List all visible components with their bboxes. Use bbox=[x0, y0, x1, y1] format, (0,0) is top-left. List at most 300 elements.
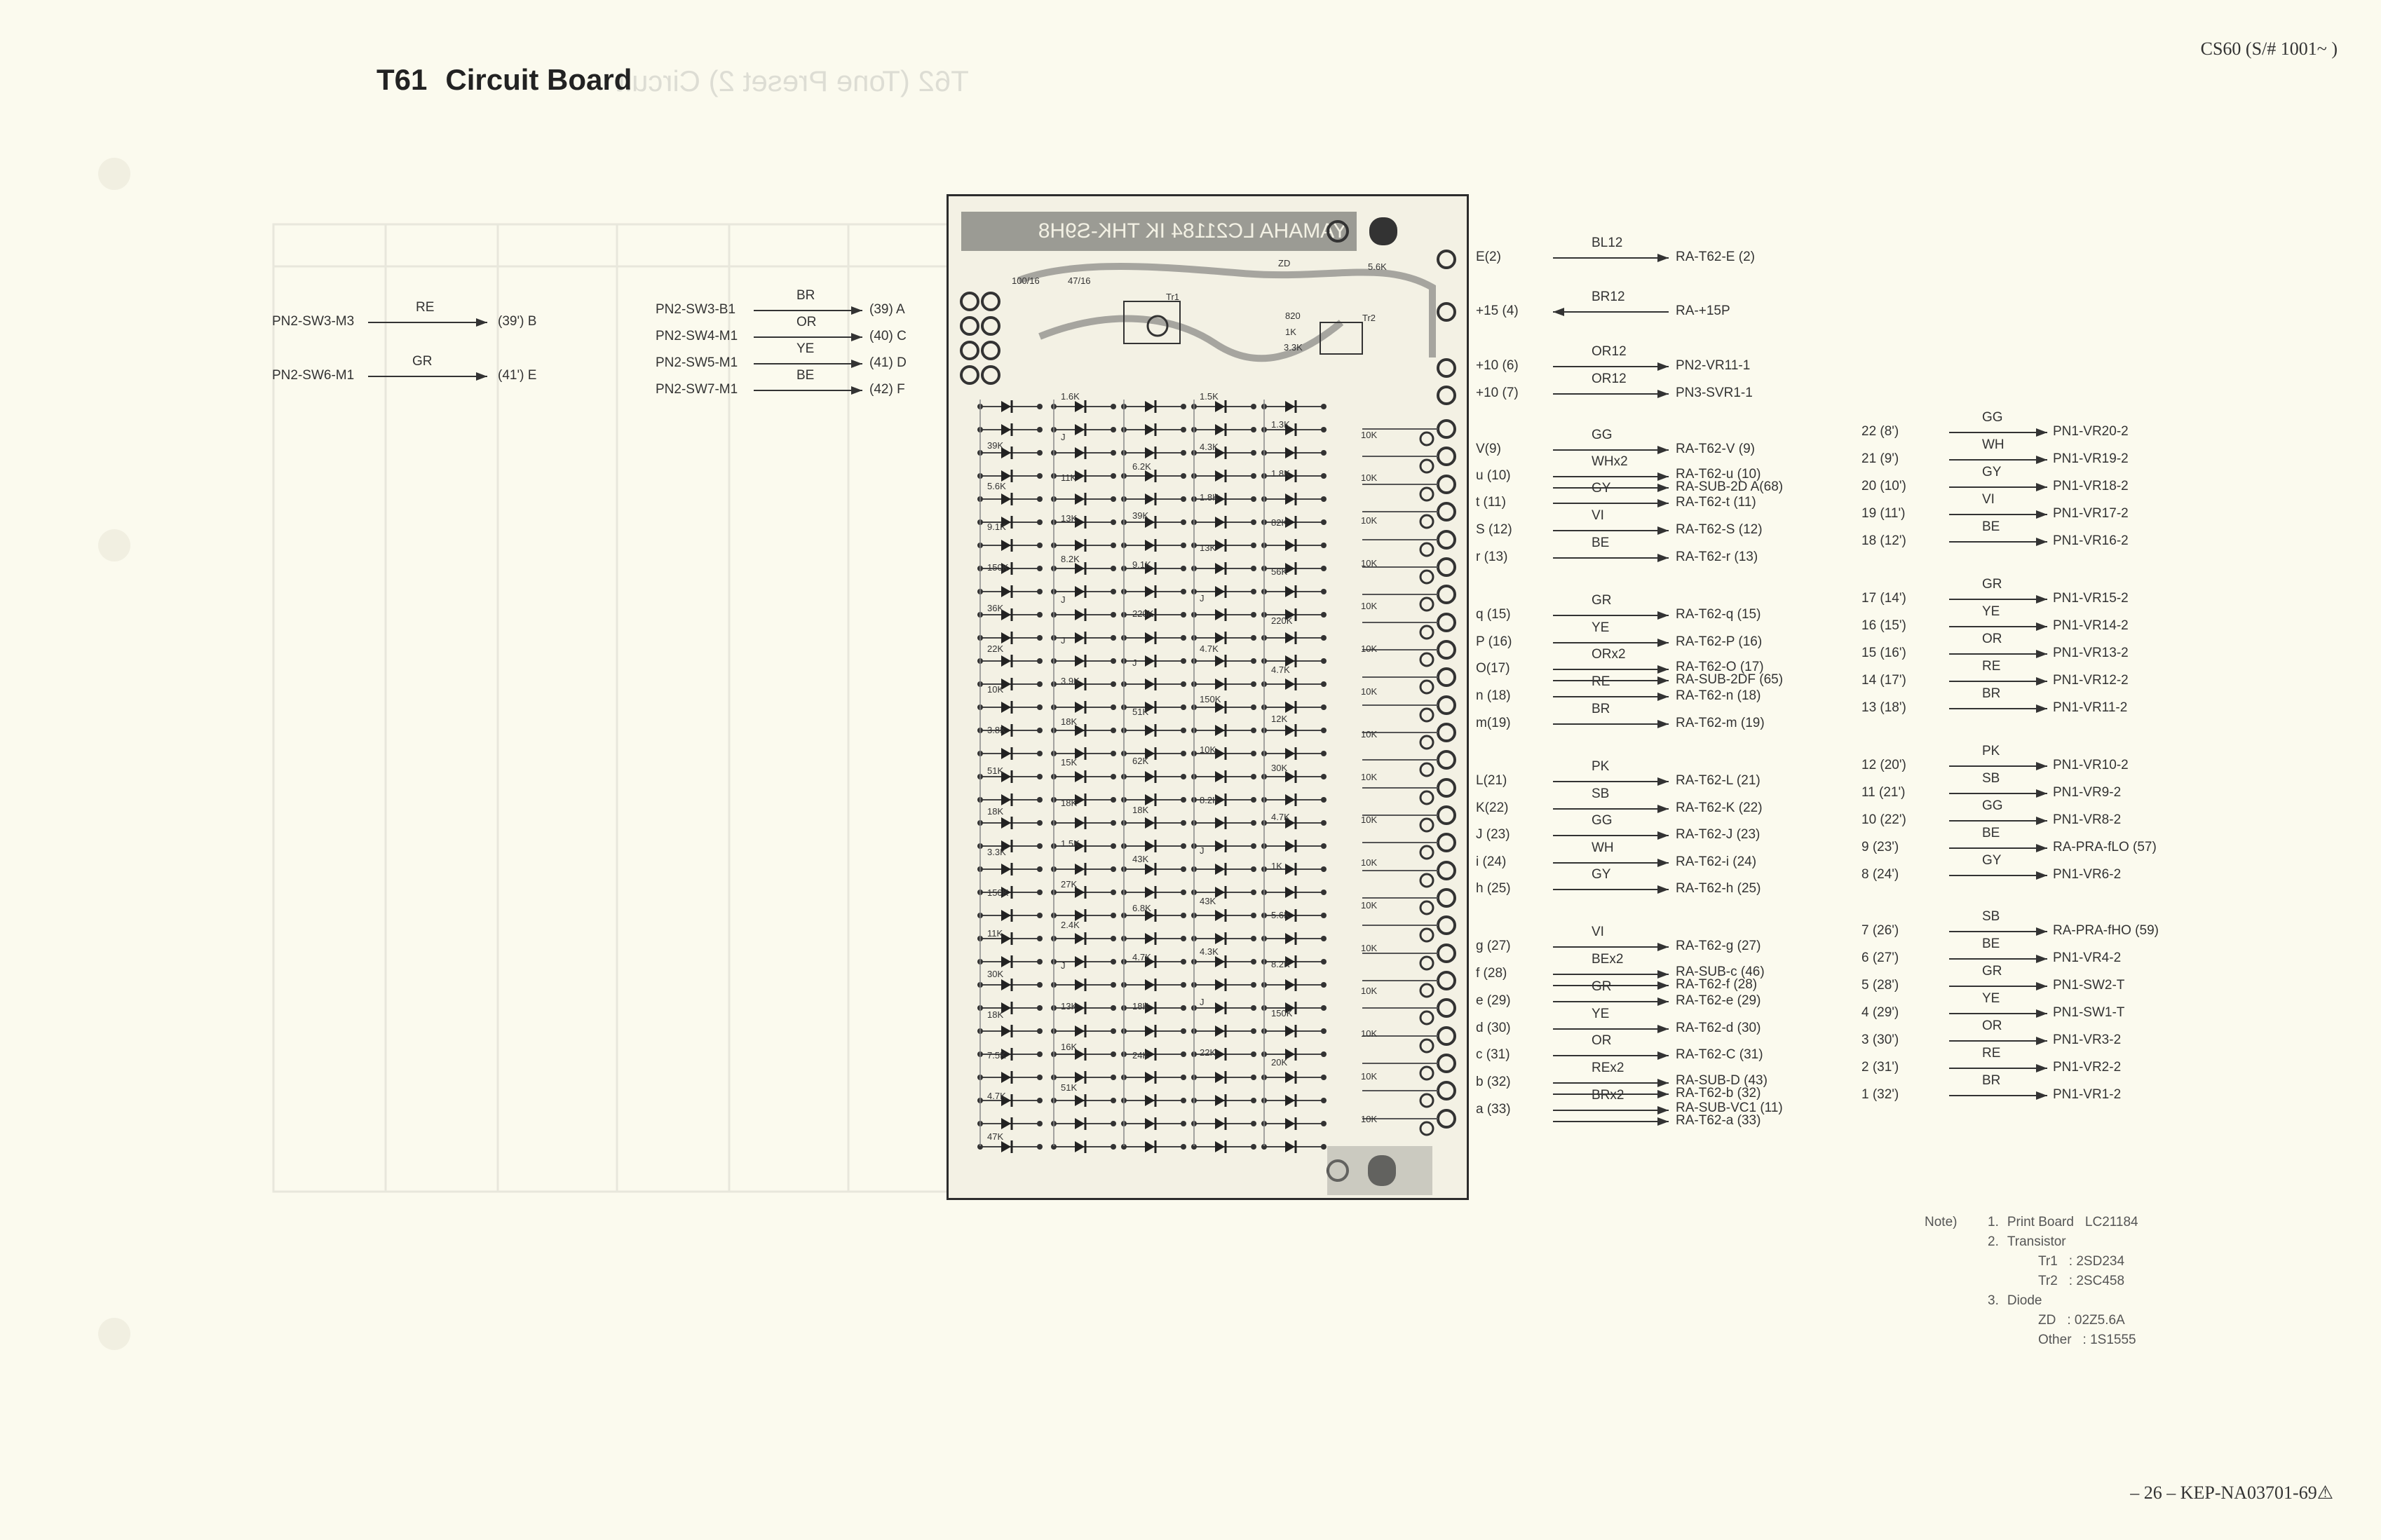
wire-arrow-arrowhead bbox=[1657, 1106, 1669, 1115]
wire-color-label: BE bbox=[796, 368, 815, 383]
board-pin-label: P (16) bbox=[1476, 634, 1512, 649]
resistor-label: 10K bbox=[1361, 943, 1378, 953]
resistor-label: 4.7K bbox=[1271, 812, 1290, 822]
wire-arrow-arrowhead bbox=[2036, 595, 2047, 604]
wire-arrow-arrowhead bbox=[476, 372, 487, 381]
wire-arrow-arrowhead bbox=[2036, 456, 2047, 464]
wire-arrow-arrowhead bbox=[1657, 526, 1669, 535]
pin-number-label: 9 (23') bbox=[1861, 840, 1899, 854]
connection-target: RA-T62-m (19) bbox=[1676, 716, 1765, 730]
connection-target: RA-T62-J (23) bbox=[1676, 827, 1761, 842]
page-footer: – 26 – KEP-NA03701-69⚠ bbox=[2130, 1483, 2333, 1503]
note-text: Transistor bbox=[2007, 1234, 2066, 1249]
connection-target: RA-T62-r (13) bbox=[1676, 550, 1758, 564]
connection-target: RA-SUB-D (43) bbox=[1676, 1073, 1768, 1088]
resistor-label: 62K bbox=[1132, 756, 1149, 766]
board-pin-label: J (23) bbox=[1476, 827, 1510, 842]
board-pin-label: +15 (4) bbox=[1476, 304, 1519, 318]
wire-arrow-arrowhead bbox=[2036, 704, 2047, 713]
wire-color-label: GY bbox=[1982, 853, 2002, 868]
note-value: : 02Z5.6A bbox=[2067, 1313, 2125, 1328]
resistor-label: 18K bbox=[1132, 1001, 1149, 1011]
board-pin-label: K(22) bbox=[1476, 800, 1509, 815]
resistor-label: 820 bbox=[1285, 311, 1301, 321]
wire-arrow-arrowhead bbox=[1657, 362, 1669, 371]
wire-color-label: YE bbox=[1982, 991, 2000, 1006]
wire-arrow-arrowhead bbox=[1657, 885, 1669, 894]
resistor-label: 1.5K bbox=[1061, 838, 1080, 849]
wire-arrow-arrowhead bbox=[1657, 997, 1669, 1006]
wire-arrow-arrowhead bbox=[1657, 254, 1669, 262]
capacitor-label: 100/16 bbox=[1012, 275, 1040, 286]
resistor-label: 8.2K bbox=[1200, 795, 1219, 805]
resistor-label: 16K bbox=[1061, 1042, 1078, 1052]
wire-arrow-arrowhead bbox=[1657, 1025, 1669, 1033]
resistor-label: 10K bbox=[1361, 1114, 1378, 1124]
board-pin-label: b (32) bbox=[1476, 1075, 1511, 1089]
notes-label: Note) bbox=[1925, 1215, 1958, 1229]
resistor-label: 43K bbox=[1200, 896, 1216, 906]
board-pin-label: E(2) bbox=[1476, 250, 1501, 264]
connection-target: RA-T62-q (15) bbox=[1676, 607, 1761, 622]
resistor-label: 56K bbox=[1271, 566, 1288, 577]
connection-target: RA-T62-P (16) bbox=[1676, 634, 1763, 649]
wire-color-label: OR bbox=[796, 315, 817, 329]
resistor-label: 15K bbox=[1061, 757, 1078, 768]
resistor-label: 27K bbox=[1061, 879, 1078, 890]
transistor-label: Tr2 bbox=[1362, 313, 1376, 323]
wire-arrow-arrowhead bbox=[476, 318, 487, 327]
wire-color-label: RE bbox=[1592, 674, 1610, 689]
resistor-label: 4.7K bbox=[1200, 643, 1219, 654]
connection-target: RA-T62-n (18) bbox=[1676, 688, 1761, 703]
resistor-label: 24K bbox=[1132, 1050, 1149, 1061]
resistor-label: 36K bbox=[987, 603, 1004, 613]
wire-arrow-arrowhead bbox=[1657, 1079, 1669, 1087]
pin-number-label: 1 (32') bbox=[1861, 1087, 1899, 1102]
wire-arrow-arrowhead bbox=[2036, 622, 2047, 631]
note-number: 3. bbox=[1988, 1293, 1999, 1308]
resistor-label: 30K bbox=[1271, 763, 1288, 773]
note-item bbox=[2030, 1311, 2125, 1330]
resistor-label: 10K bbox=[1361, 643, 1378, 654]
connection-target: PN1-VR14-2 bbox=[2053, 618, 2129, 633]
connection-target: RA-SUB-2D A(68) bbox=[1676, 479, 1784, 494]
board-pin-label: f (28) bbox=[1476, 966, 1507, 981]
wire-arrow-arrowhead bbox=[2036, 1091, 2047, 1100]
connection-target: RA-+15P bbox=[1676, 304, 1730, 318]
connection-target: PN1-VR8-2 bbox=[2053, 812, 2122, 827]
connection-target: RA-T62-O (17) bbox=[1676, 660, 1764, 674]
wire-arrow-arrowhead bbox=[851, 386, 862, 395]
board-pin-label: i (24) bbox=[1476, 854, 1507, 869]
resistor-label: 4.3K bbox=[1200, 946, 1219, 957]
resistor-label: 39K bbox=[987, 440, 1004, 451]
resistor-label: 6.8K bbox=[1132, 903, 1151, 913]
wire-color-label: GG bbox=[1592, 428, 1613, 442]
wire-color-label: GG bbox=[1982, 410, 2003, 425]
wire-color-label: GG bbox=[1982, 798, 2003, 813]
resistor-label: 1.8K bbox=[1200, 492, 1219, 503]
connection-target: RA-SUB-2DF (65) bbox=[1676, 672, 1784, 687]
board-pin-label: c (31) bbox=[1476, 1047, 1510, 1062]
connection-target: PN1-VR17-2 bbox=[2053, 506, 2129, 521]
connection-target: (41) D bbox=[869, 355, 907, 370]
wire-color-label: SB bbox=[1592, 786, 1610, 801]
board-pin-label: d (30) bbox=[1476, 1021, 1511, 1035]
resistor-label: 9.1K bbox=[987, 522, 1006, 532]
resistor-label: 10K bbox=[1200, 744, 1216, 755]
resistor-label: 220K bbox=[1271, 615, 1293, 626]
wire-arrow-arrowhead bbox=[1657, 665, 1669, 674]
note-text: Tr2 bbox=[2038, 1274, 2058, 1288]
wire-arrow-arrowhead bbox=[1657, 720, 1669, 728]
wire-color-label: SB bbox=[1982, 909, 2000, 924]
wire-color-label: RE bbox=[1982, 659, 2001, 674]
wire-color-label: PK bbox=[1592, 759, 1610, 774]
connection-target: PN1-VR4-2 bbox=[2053, 950, 2122, 965]
board-pin-label: h (25) bbox=[1476, 881, 1511, 896]
resistor-label: 10K bbox=[1361, 515, 1378, 526]
resistor-label: 10K bbox=[1361, 815, 1378, 825]
board-pin-label: g (27) bbox=[1476, 939, 1511, 953]
pin-number-label: 12 (20') bbox=[1861, 758, 1906, 772]
resistor-label: 10K bbox=[1361, 1028, 1378, 1039]
wire-color-label: OR12 bbox=[1592, 372, 1627, 386]
wire-color-label: BR bbox=[1982, 1073, 2001, 1088]
wire-arrow-arrowhead bbox=[2036, 982, 2047, 990]
pin-number-label: 7 (26') bbox=[1861, 923, 1899, 938]
pin-number-label: 22 (8') bbox=[1861, 424, 1899, 439]
wire-color-label: YE bbox=[1592, 620, 1610, 635]
resistor-label: 13K bbox=[1061, 513, 1078, 524]
resistor-label: 3.8K bbox=[987, 725, 1006, 735]
resistor-label: 150K bbox=[987, 887, 1009, 898]
pin-number-label: 16 (15') bbox=[1861, 618, 1906, 633]
wire-arrow-arrowhead bbox=[1657, 831, 1669, 840]
wire-color-label: WH bbox=[1592, 840, 1614, 855]
wire-arrow-arrowhead bbox=[2036, 871, 2047, 880]
resistor-label: 11K bbox=[987, 928, 1003, 939]
model-label: CS60 (S/# 1001~ ) bbox=[2200, 39, 2338, 59]
wire-color-label: BR12 bbox=[1592, 289, 1625, 304]
wire-color-label: WHx2 bbox=[1592, 454, 1628, 469]
wire-arrow-arrowhead bbox=[1657, 554, 1669, 562]
note-number: 2. bbox=[1988, 1234, 1999, 1249]
wire-color-label: PK bbox=[1982, 744, 2000, 758]
wire-color-label: GR bbox=[412, 354, 433, 369]
wire-color-label: BEx2 bbox=[1592, 952, 1624, 967]
wire-arrow-arrowhead bbox=[1657, 777, 1669, 786]
wire-color-label: BL12 bbox=[1592, 236, 1623, 250]
board-pin-label: e (29) bbox=[1476, 993, 1511, 1008]
resistor-label: 8.2K bbox=[1061, 554, 1080, 564]
resistor-label: 1.6K bbox=[1061, 391, 1080, 402]
zener-label: ZD bbox=[1278, 258, 1291, 268]
connection-target: RA-T62-h (25) bbox=[1676, 881, 1761, 896]
wire-arrow-arrowhead bbox=[2036, 955, 2047, 963]
note-value: : 2SD234 bbox=[2068, 1254, 2125, 1269]
connection-target: PN1-VR20-2 bbox=[2053, 424, 2129, 439]
wire-arrow-arrowhead bbox=[1657, 472, 1669, 481]
wire-arrow-arrowhead bbox=[1657, 499, 1669, 507]
resistor-label: 4.7K bbox=[1132, 952, 1151, 962]
connection-target: PN1-VR19-2 bbox=[2053, 451, 2129, 466]
wire-color-label: GG bbox=[1592, 813, 1613, 828]
resistor-label: 3.3K bbox=[1284, 342, 1303, 353]
resistor-label: 18K bbox=[987, 806, 1004, 817]
connection-target: RA-T62-u (10) bbox=[1676, 467, 1761, 482]
connection-target: PN1-VR9-2 bbox=[2053, 785, 2122, 800]
wire-color-label: SB bbox=[1982, 771, 2000, 786]
connection-target: PN1-VR11-2 bbox=[2053, 700, 2128, 715]
pin-number-label: 21 (9') bbox=[1861, 451, 1899, 466]
note-item bbox=[1988, 1232, 2077, 1252]
resistor-label: 5.6K bbox=[987, 481, 1006, 491]
pin-number-label: 14 (17') bbox=[1861, 673, 1906, 688]
resistor-label: 47K bbox=[987, 1131, 1004, 1142]
connection-source: PN2-SW3-M3 bbox=[272, 314, 355, 329]
resistor-label: 150K bbox=[1200, 694, 1221, 704]
resistor-label: 3.9K bbox=[1061, 676, 1080, 686]
wire-arrow-arrowhead bbox=[2036, 1064, 2047, 1072]
resistor-label: J bbox=[1061, 432, 1066, 442]
wire-arrow-arrowhead bbox=[2036, 789, 2047, 798]
resistor-label: 10K bbox=[1361, 986, 1378, 996]
wire-arrow-arrowhead bbox=[2036, 510, 2047, 519]
connection-target: PN1-VR3-2 bbox=[2053, 1033, 2122, 1047]
resistor-label: 20K bbox=[1271, 1057, 1288, 1068]
board-pin-label: r (13) bbox=[1476, 550, 1508, 564]
resistor-label: 10K bbox=[1361, 772, 1378, 782]
connection-target: RA-T62-e (29) bbox=[1676, 993, 1761, 1008]
board-pin-label: q (15) bbox=[1476, 607, 1511, 622]
connection-target: PN1-VR1-2 bbox=[2053, 1087, 2122, 1102]
wire-color-label: GY bbox=[1982, 465, 2002, 479]
note-number: 1. bbox=[1988, 1215, 1999, 1229]
connection-target: (42) F bbox=[869, 382, 905, 397]
connection-target: RA-T62-d (30) bbox=[1676, 1021, 1761, 1035]
note-text: Print Board bbox=[2007, 1215, 2074, 1229]
resistor-label: 7.5K bbox=[987, 1050, 1006, 1061]
wire-arrow-arrowhead bbox=[2036, 428, 2047, 437]
note-item bbox=[1988, 1291, 2054, 1311]
connection-target: PN1-VR18-2 bbox=[2053, 479, 2129, 493]
wire-color-label: BR bbox=[1592, 702, 1610, 716]
board-pin-label: O(17) bbox=[1476, 661, 1510, 676]
wire-arrow-arrowhead bbox=[2036, 762, 2047, 770]
wire-color-label: BE bbox=[1982, 826, 2000, 840]
board-pin-label: n (18) bbox=[1476, 688, 1511, 703]
note-item bbox=[2030, 1272, 2124, 1291]
wire-color-label: BE bbox=[1982, 936, 2000, 951]
pin-number-label: 18 (12') bbox=[1861, 533, 1906, 548]
wire-color-label: WH bbox=[1982, 437, 2004, 452]
transistor-label: Tr1 bbox=[1166, 292, 1180, 302]
wire-color-label: OR bbox=[1982, 632, 2002, 646]
connection-source: PN2-SW6-M1 bbox=[272, 368, 355, 383]
resistor-label: 150K bbox=[987, 562, 1009, 573]
connection-source: PN2-SW4-M1 bbox=[656, 329, 738, 343]
connection-target: PN1-SW1-T bbox=[2053, 1005, 2125, 1020]
board-pin-label: +10 (7) bbox=[1476, 386, 1519, 400]
resistor-label: 10K bbox=[1361, 601, 1378, 611]
resistor-label: 22K bbox=[1200, 1047, 1216, 1058]
connection-target: RA-PRA-fHO (59) bbox=[2053, 923, 2159, 938]
resistor-label: 5.6K bbox=[1368, 261, 1387, 272]
resistor-label: 51K bbox=[987, 765, 1004, 776]
wire-color-label: RE bbox=[1982, 1046, 2001, 1061]
resistor-label: 39K bbox=[1132, 510, 1149, 521]
board-pin-label: m(19) bbox=[1476, 716, 1511, 730]
resistor-label: 4.7K bbox=[1271, 665, 1290, 675]
resistor-label: 2.4K bbox=[1061, 920, 1080, 930]
resistor-label: 13K bbox=[1061, 1001, 1078, 1011]
wire-color-label: BE bbox=[1982, 519, 2000, 534]
pin-number-label: 3 (30') bbox=[1861, 1033, 1899, 1047]
wire-color-label: GY bbox=[1592, 867, 1611, 882]
wire-color-label: GY bbox=[1592, 481, 1611, 496]
wire-arrow-arrowhead bbox=[851, 306, 862, 315]
resistor-label: 18K bbox=[1061, 798, 1078, 808]
connection-target: (40) C bbox=[869, 329, 907, 343]
resistor-label: J bbox=[1200, 845, 1205, 856]
resistor-label: 10K bbox=[1361, 472, 1378, 483]
pin-number-label: 5 (28') bbox=[1861, 978, 1899, 993]
wire-arrow-secondary-arrowhead bbox=[1657, 484, 1669, 492]
wire-arrow-secondary-arrowhead bbox=[1657, 676, 1669, 685]
wire-arrow-arrowhead bbox=[1657, 859, 1669, 867]
resistor-label: 1.8K bbox=[1271, 468, 1290, 479]
wire-arrow-arrowhead bbox=[2036, 677, 2047, 686]
board-pin-label: L(21) bbox=[1476, 773, 1507, 788]
connection-target: (41') E bbox=[498, 368, 537, 383]
resistor-label: 11K bbox=[1061, 472, 1077, 483]
connection-target: RA-T62-C (31) bbox=[1676, 1047, 1763, 1062]
resistor-label: 3.3K bbox=[987, 847, 1006, 857]
connection-target: PN3-SVR1-1 bbox=[1676, 386, 1753, 400]
connection-target: PN1-VR16-2 bbox=[2053, 533, 2129, 548]
note-value: : 2SC458 bbox=[2068, 1274, 2125, 1288]
wire-color-label: BRx2 bbox=[1592, 1088, 1624, 1103]
resistor-label: J bbox=[1061, 594, 1066, 605]
wire-color-label: GR bbox=[1592, 593, 1612, 608]
connection-target: PN1-VR2-2 bbox=[2053, 1060, 2122, 1075]
wire-arrow-arrowhead bbox=[1657, 611, 1669, 620]
resistor-label: 1K bbox=[1271, 861, 1282, 871]
connection-target: RA-T62-t (11) bbox=[1676, 495, 1756, 510]
wire-color-label: GR bbox=[1592, 979, 1612, 994]
board-silkscreen-label: YAMAHA LC21184 IK THK-S9H8 bbox=[961, 212, 1357, 251]
resistor-label: 13K bbox=[1200, 543, 1216, 553]
note-item bbox=[1988, 1213, 2138, 1232]
note-value: : 1S1555 bbox=[2082, 1333, 2136, 1347]
wire-arrow-arrowhead bbox=[2036, 538, 2047, 546]
pin-number-label: 17 (14') bbox=[1861, 591, 1906, 606]
wire-arrow-arrowhead bbox=[1657, 639, 1669, 647]
wire-color-label: VI bbox=[1982, 492, 1995, 507]
resistor-label: 12K bbox=[1271, 714, 1288, 724]
resistor-label: J bbox=[1061, 635, 1066, 646]
board-pin-label: t (11) bbox=[1476, 495, 1506, 510]
wire-arrow-arrowhead bbox=[2036, 1009, 2047, 1018]
resistor-label: 51K bbox=[1061, 1082, 1078, 1093]
connection-target: RA-T62-g (27) bbox=[1676, 939, 1761, 953]
bleed-through-title: T62 (Tone Preset 2) Circuit bbox=[617, 64, 969, 97]
connection-target: RA-T62-b (32) bbox=[1676, 1086, 1761, 1101]
resistor-label: J bbox=[1061, 960, 1066, 971]
wire-color-label: OR12 bbox=[1592, 344, 1627, 359]
board-pin-label: a (33) bbox=[1476, 1102, 1511, 1117]
wire-color-label: ORx2 bbox=[1592, 647, 1626, 662]
connection-target: PN1-SW2-T bbox=[2053, 978, 2125, 993]
wire-arrow-arrowhead bbox=[2036, 1037, 2047, 1045]
resistor-label: 10K bbox=[1361, 857, 1378, 868]
resistor-label: 22K bbox=[987, 643, 1004, 654]
wire-color-label: REx2 bbox=[1592, 1061, 1624, 1075]
board-pin-label: S (12) bbox=[1476, 522, 1512, 537]
resistor-label: J bbox=[1200, 997, 1205, 1007]
wire-arrow-arrowhead bbox=[851, 360, 862, 368]
resistor-label: 1.5K bbox=[1200, 391, 1219, 402]
resistor-label: 10K bbox=[1361, 686, 1378, 697]
wire-arrow-arrowhead bbox=[2036, 927, 2047, 936]
wire-arrow-secondary-arrowhead bbox=[1657, 981, 1669, 990]
wire-color-label: YE bbox=[1592, 1007, 1610, 1021]
note-text: Tr1 bbox=[2038, 1254, 2058, 1269]
pin-number-label: 19 (11') bbox=[1861, 506, 1906, 521]
note-text: Other bbox=[2038, 1333, 2072, 1347]
resistor-label: J bbox=[1200, 593, 1205, 604]
connection-target: PN1-VR13-2 bbox=[2053, 646, 2129, 660]
wire-color-label: VI bbox=[1592, 508, 1604, 523]
connection-target: PN1-VR12-2 bbox=[2053, 673, 2129, 688]
connection-target: PN1-VR6-2 bbox=[2053, 867, 2122, 882]
resistor-label: J bbox=[1132, 657, 1137, 668]
connection-target: (39') B bbox=[498, 314, 537, 329]
connection-target: RA-T62-i (24) bbox=[1676, 854, 1757, 869]
wire-color-label: OR bbox=[1592, 1033, 1612, 1048]
resistor-label: 10K bbox=[987, 684, 1004, 695]
connection-source: PN2-SW7-M1 bbox=[656, 382, 738, 397]
resistor-label: 10K bbox=[1361, 430, 1378, 440]
wire-color-label: BR bbox=[796, 288, 815, 303]
capacitor-label: 47/16 bbox=[1068, 275, 1091, 286]
resistor-label: 43K bbox=[1132, 854, 1149, 864]
connection-target: RA-PRA-fLO (57) bbox=[2053, 840, 2157, 854]
connection-target: RA-SUB-VC1 (11) bbox=[1676, 1101, 1783, 1115]
wire-color-label: GR bbox=[1982, 577, 2002, 592]
resistor-label: 18K bbox=[1132, 805, 1149, 815]
wire-arrow-arrowhead bbox=[2036, 817, 2047, 825]
wire-color-label: GR bbox=[1982, 964, 2002, 979]
resistor-label: 10K bbox=[1361, 729, 1378, 740]
wire-arrow-arrowhead bbox=[1657, 446, 1669, 454]
pin-number-label: 13 (18') bbox=[1861, 700, 1906, 715]
pin-number-label: 6 (27') bbox=[1861, 950, 1899, 965]
note-item bbox=[2030, 1330, 2136, 1350]
title-text: Circuit Board bbox=[445, 63, 632, 96]
resistor-label: 150K bbox=[1271, 1008, 1293, 1018]
resistor-label: 4.3K bbox=[1200, 442, 1219, 452]
wire-color-label: YE bbox=[1982, 604, 2000, 619]
pin-number-label: 15 (16') bbox=[1861, 646, 1906, 660]
resistor-label: 10K bbox=[1361, 1071, 1378, 1082]
wire-arrow-arrowhead bbox=[1657, 943, 1669, 951]
connection-target: PN2-VR11-1 bbox=[1676, 358, 1751, 373]
resistor-label: 10K bbox=[1361, 900, 1378, 911]
connection-target: RA-T62-E (2) bbox=[1676, 250, 1755, 264]
